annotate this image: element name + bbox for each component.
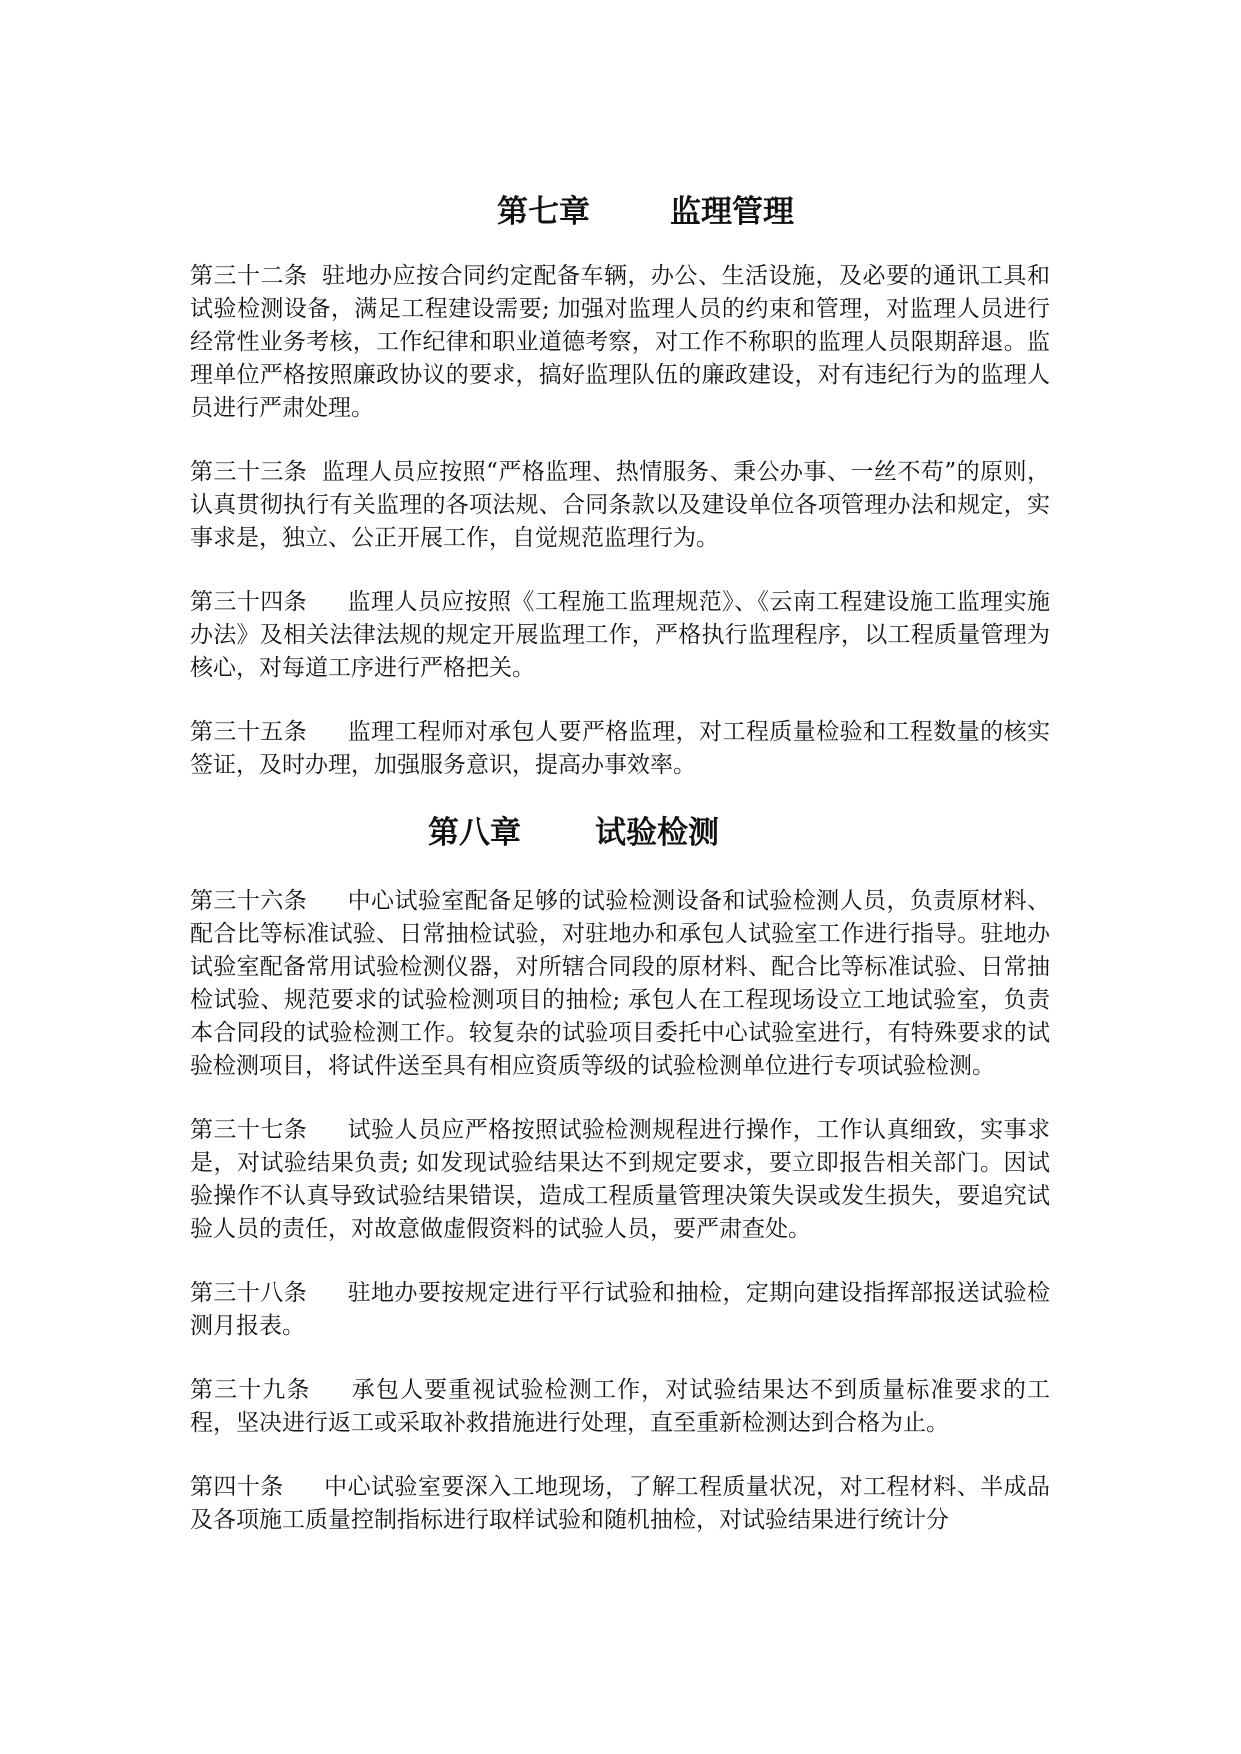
article-number: 第三十五条 bbox=[190, 719, 308, 745]
chapter-title bbox=[190, 192, 1050, 232]
article-paragraph bbox=[190, 716, 1050, 782]
chapter-title bbox=[190, 813, 1050, 853]
article-text: 监理人员应按照《工程施工监理规范》、《云南工程建设施工监理实施办法》及相关法律法规的规定开展监理工作，严格执行监理程序，以工程质量管理为核心，对每道工序进行严格把关。 bbox=[190, 589, 1051, 681]
article-text: 驻地办要按规定进行平行试验和抽检，定期向建设指挥部报送试验检测月报表。 bbox=[190, 1280, 1051, 1339]
article-number: 第三十七条 bbox=[190, 1117, 308, 1143]
article-paragraph bbox=[190, 885, 1050, 1083]
article-number: 第三十三条 bbox=[190, 459, 308, 485]
article-text: 中心试验室要深入工地现场，了解工程质量状况，对工程材料、半成品及各项施工质量控制指标进行取样试验和随机抽检，对试验结果进行统计分 bbox=[190, 1474, 1051, 1533]
article-number: 第四十条 bbox=[190, 1474, 284, 1500]
article-text: 试验人员应严格按照试验检测规程进行操作，工作认真细致，实事求是，对试验结果负责; 如发现试验结果达不到规定要求，要立即报告相关部门。因试验操作不认真导致试验结果错误，造成工程质量管理决策失误或发生损失，要追究试验人员的责任，对故意做虚假资料的试验人员，要严肃查处。 bbox=[190, 1117, 1051, 1242]
article-text: 承包人要重视试验检测工作，对试验结果达不到质量标准要求的工程，坚决进行返工或采取补救措施进行处理，直至重新检测达到合格为止。 bbox=[190, 1377, 1051, 1436]
article-paragraph bbox=[190, 586, 1050, 685]
article-paragraph bbox=[190, 1374, 1050, 1440]
article-paragraph bbox=[190, 456, 1050, 555]
chapter-number: 第七章 bbox=[497, 194, 590, 230]
article-text: 中心试验室配备足够的试验检测设备和试验检测人员，负责原材料、配合比等标准试验、日常抽检试验，对驻地办和承包人试验室工作进行指导。驻地办试验室配备常用试验检测仪器，对所辖合同段的原材料、配合比等标准试验、日常抽检试验、规范要求的试验检测项目的抽检; 承包人在工程现场设立工地试验室，负责本合同段的试验检测工作。较复杂的试验项目委托中心试验室进行，有特殊要求的试验检测项目，将试件送至具有相应资质等级的试验检测单位进行专项试验检测。 bbox=[190, 888, 1051, 1079]
article-number: 第三十二条 bbox=[190, 263, 308, 289]
article-text: 监理工程师对承包人要严格监理，对工程质量检验和工程数量的核实签证，及时办理，加强服务意识，提高办事效率。 bbox=[190, 719, 1051, 778]
article-paragraph bbox=[190, 260, 1050, 425]
article-number: 第三十九条 bbox=[190, 1377, 311, 1403]
article-number: 第三十四条 bbox=[190, 589, 308, 615]
chapter-name: 监理管理 bbox=[670, 194, 794, 230]
article-text: 监理人员应按照“严格监理、热情服务、秉公办事、一丝不苟”的原则，认真贯彻执行有关监理的各项法规、合同条款以及建设单位各项管理办法和规定，实事求是，独立、公正开展工作，自觉规范监理行为。 bbox=[190, 459, 1050, 551]
article-paragraph bbox=[190, 1114, 1050, 1246]
article-text: 驻地办应按合同约定配备车辆，办公、生活设施，及必要的通讯工具和试验检测设备，满足工程建设需要; 加强对监理人员的约束和管理，对监理人员进行经常性业务考核，工作纪律和职业道德考察，对工作不称职的监理人员限期辞退。监理单位严格按照廉政协议的要求，搞好监理队伍的廉政建设，对有违纪行为的监理人员进行严肃处理。 bbox=[190, 263, 1050, 421]
document-content bbox=[190, 192, 1050, 1568]
article-paragraph bbox=[190, 1277, 1050, 1343]
chapter-name: 试验检测 bbox=[595, 815, 719, 851]
chapter-number: 第八章 bbox=[428, 815, 521, 851]
article-number: 第三十六条 bbox=[190, 888, 308, 914]
article-paragraph bbox=[190, 1471, 1050, 1537]
article-number: 第三十八条 bbox=[190, 1280, 308, 1306]
